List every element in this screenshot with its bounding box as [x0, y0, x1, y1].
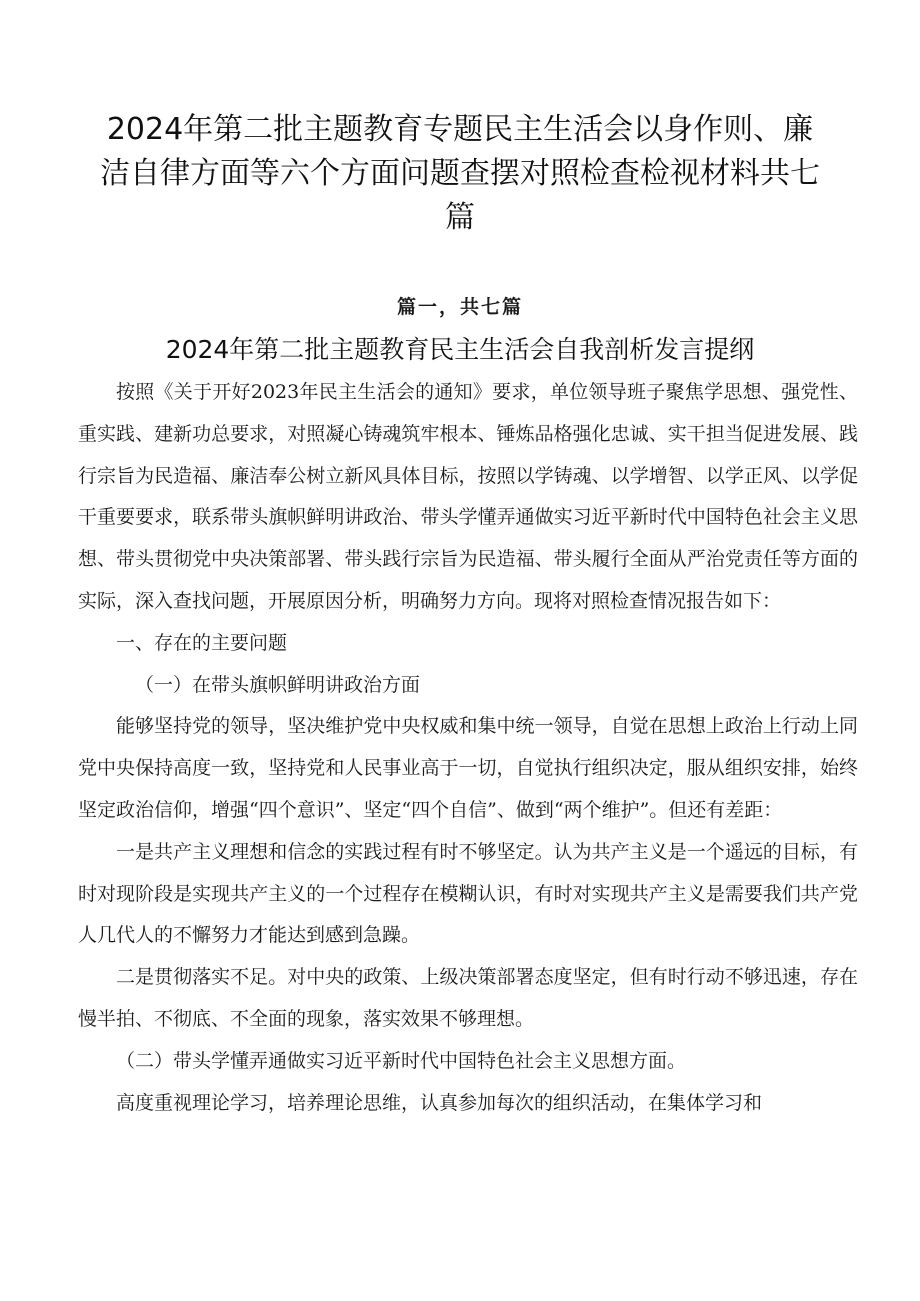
section-label: 篇一，共七篇 [396, 296, 523, 318]
problem-one-paragraph: 一是共产主义理想和信念的实践过程有时不够坚定。认为共产主义是一个遥远的目标，有时对现阶段是实现共产主义的一个过程存在模糊认识，有时对实现共产主义是需要我们共产党人几代人的不懈努力才能达到感到急躁。 [78, 840, 858, 947]
heading-theory-study: （二）带头学懂弄通做实习近平新时代中国特色社会主义思想方面。 [116, 1049, 687, 1072]
heading-main-problems: 一、存在的主要问题 [116, 631, 288, 654]
politics-paragraph: 能够坚持党的领导，坚决维护党中央权威和集中统一领导，自觉在思想上政治上行动上同党中央保持高度一致，坚持党和人民事业高于一切，自觉执行组织决定，服从组织安排，始终坚定政治信仰，增强“四个意识”、坚定“四个自信”、做到“两个维护”。但还有差距： [78, 715, 858, 821]
heading-politics: （一）在带头旗帜鲜明讲政治方面 [135, 673, 421, 696]
document-title: 2024年第二批主题教育专题民主生活会以身作则、廉洁自律方面等六个方面问题查摆对照检查检视材料共七篇 [100, 112, 820, 235]
problem-two-paragraph: 二是贯彻落实不足。对中央的政策、上级决策部署态度坚定，但有时行动不够迅速，存在慢半拍、不彻底、不全面的现象，落实效果不够理想。 [78, 966, 858, 1030]
theory-study-paragraph: 高度重视理论学习，培养理论思维，认真参加每次的组织活动，在集体学习和 [116, 1091, 763, 1114]
document-body [78, 372, 858, 1124]
intro-paragraph: 按照《关于开好2023年民主生活会的通知》要求，单位领导班子聚焦学思想、强党性、重实践、建新功总要求，对照凝心铸魂筑牢根本、锤炼品格强化忠诚、实干担当促进发展、践行宗旨为民造福、廉洁奉公树立新风具体目标，按照以学铸魂、以学增智、以学正风、以学促干重要要求，联系带头旗帜鲜明讲政治、带头学懂弄通做实习近平新时代中国特色社会主义思想、带头贯彻党中央决策部署、带头践行宗旨为民造福、带头履行全面从严治党责任等方面的实际，深入查找问题，开展原因分析，明确努力方向。现将对照检查情况报告如下： [78, 381, 858, 612]
section-subtitle: 2024年第二批主题教育民主生活会自我剖析发言提纲 [165, 335, 755, 364]
